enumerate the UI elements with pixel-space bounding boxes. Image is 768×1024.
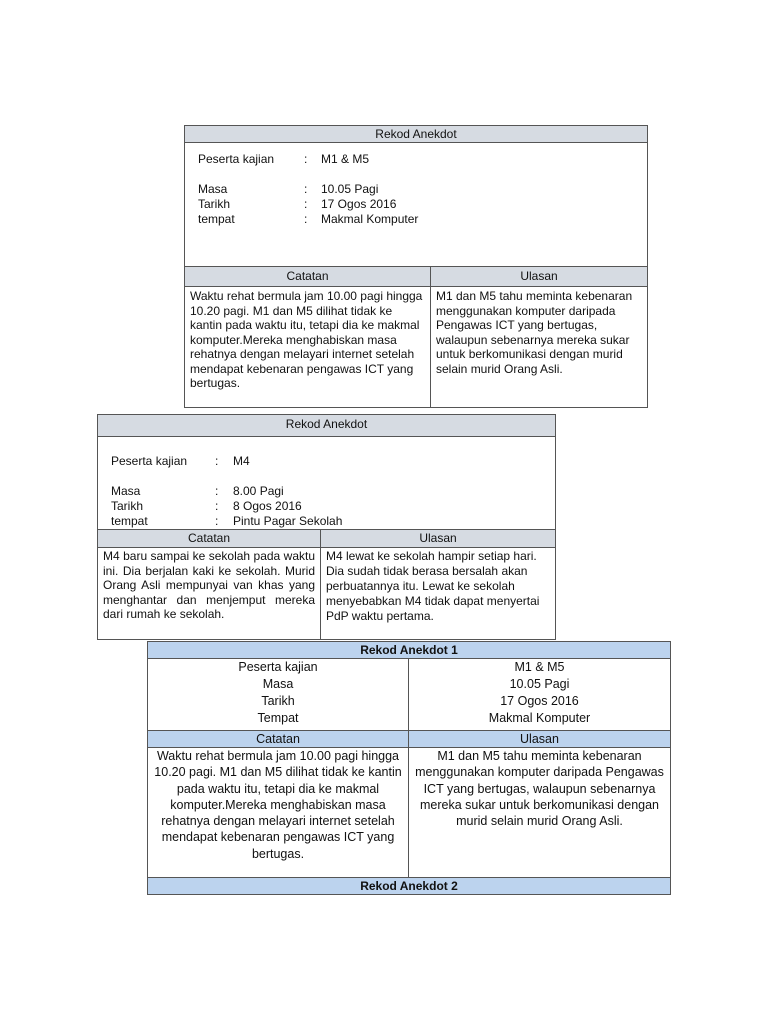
info-row <box>148 659 670 730</box>
field-colon: : <box>215 514 219 528</box>
field-label: tempat <box>111 514 148 528</box>
column-header-catatan: Catatan <box>98 530 321 547</box>
content-row <box>148 748 670 878</box>
field-value: M4 <box>233 454 250 468</box>
field-label: Masa <box>198 182 228 196</box>
field-value: 10.05 Pagi <box>321 182 379 196</box>
field-row <box>198 212 598 227</box>
field-row <box>111 454 511 469</box>
info-label: Tarikh <box>261 694 295 708</box>
info-label: Tempat <box>257 711 299 725</box>
column-header-row <box>98 529 555 548</box>
field-row <box>111 499 511 514</box>
field-value: 17 Ogos 2016 <box>321 197 397 211</box>
column-header-ulasan: Ulasan <box>419 531 457 545</box>
table-title: Rekod Anekdot <box>185 126 647 143</box>
info-values-cell <box>409 659 670 730</box>
field-value: Pintu Pagar Sekolah <box>233 514 343 528</box>
info-value: 17 Ogos 2016 <box>500 694 579 708</box>
field-value: Makmal Komputer <box>321 212 419 226</box>
catatan-cell: Waktu rehat bermula jam 10.00 pagi hingga 10.20 pagi. M1 dan M5 dilihat tidak ke kantin pada waktu itu, tetapi dia ke makmal komputer.Mereka menghabiskan masa rehatnya dengan melayari internet setelah mendapat kebenaran pengawas ICT yang bertugas. <box>185 287 431 407</box>
field-label: Tarikh <box>111 499 144 513</box>
field-row <box>111 484 511 499</box>
column-header-row <box>148 730 670 748</box>
info-value: M1 & M5 <box>514 660 565 674</box>
field-colon: : <box>215 484 219 498</box>
field-colon: : <box>215 499 219 513</box>
anecdote-table-2 <box>97 414 556 640</box>
field-label: tempat <box>198 212 235 226</box>
field-colon: : <box>304 182 308 196</box>
ulasan-cell: M1 dan M5 tahu meminta kebenaran menggunakan komputer daripada Pengawas ICT yang bertugas, walaupun sebenarnya mereka sukar untuk berkomunikasi dengan murid selain murid Orang Asli. <box>415 749 664 829</box>
column-header-row <box>185 266 647 287</box>
field-colon: : <box>304 152 308 166</box>
field-row <box>198 182 598 197</box>
catatan-cell: M4 baru sampai ke sekolah pada waktu ini. Dia berjalan kaki ke sekolah. Murid Orang Asli mempunyai van khas yang menghantar dan menjemput mereka dari rumah ke sekolah. <box>98 548 321 639</box>
ulasan-cell: M1 dan M5 tahu meminta kebenaran menggunakan komputer daripada Pengawas ICT yang bertugas, walaupun sebenarnya mereka sukar untuk berkomunikasi dengan murid selain murid Orang Asli. <box>436 289 633 376</box>
info-value: 10.05 Pagi <box>509 677 570 691</box>
field-row <box>198 152 598 167</box>
content-row <box>185 287 647 407</box>
anecdote-table-1 <box>184 125 648 408</box>
field-row <box>111 514 511 529</box>
catatan-cell: Waktu rehat bermula jam 10.00 pagi hingga 10.20 pagi. M1 dan M5 dilihat tidak ke kantin pada waktu itu, tetapi dia ke makmal komputer.Mereka menghabiskan masa rehatnya dengan melayari internet setelah mendapat kebenaran pengawas ICT yang bertugas. <box>148 748 409 878</box>
field-label: Tarikh <box>198 197 231 211</box>
table-title: Rekod Anekdot 1 <box>148 642 670 659</box>
anecdote-table-3 <box>147 641 671 895</box>
column-header-catatan: Catatan <box>148 731 409 747</box>
field-label: Peserta kajian <box>111 454 188 468</box>
info-labels-cell <box>148 659 409 730</box>
field-label: Peserta kajian <box>198 152 275 166</box>
column-header-ulasan: Ulasan <box>520 269 558 283</box>
column-header-catatan: Catatan <box>185 267 431 286</box>
field-colon: : <box>304 212 308 226</box>
field-colon: : <box>215 454 219 468</box>
ulasan-cell: M4 lewat ke sekolah hampir setiap hari. Dia sudah tidak berasa bersalah akan perbuatannya itu. Lewat ke sekolah menyebabkan M4 tidak dapat menyertai PdP waktu pertama. <box>326 549 540 623</box>
field-value: 8.00 Pagi <box>233 484 284 498</box>
info-label: Peserta kajian <box>238 660 318 674</box>
column-header-ulasan: Ulasan <box>520 732 559 746</box>
field-colon: : <box>304 197 308 211</box>
table-title: Rekod Anekdot <box>98 415 555 437</box>
field-label: Masa <box>111 484 141 498</box>
info-label: Masa <box>262 677 294 691</box>
field-value: M1 & M5 <box>321 152 370 166</box>
table-footer-title: Rekod Anekdot 2 <box>148 877 670 894</box>
info-value: Makmal Komputer <box>488 711 591 725</box>
content-row <box>98 548 555 639</box>
field-value: 8 Ogos 2016 <box>233 499 302 513</box>
field-row <box>198 197 598 212</box>
